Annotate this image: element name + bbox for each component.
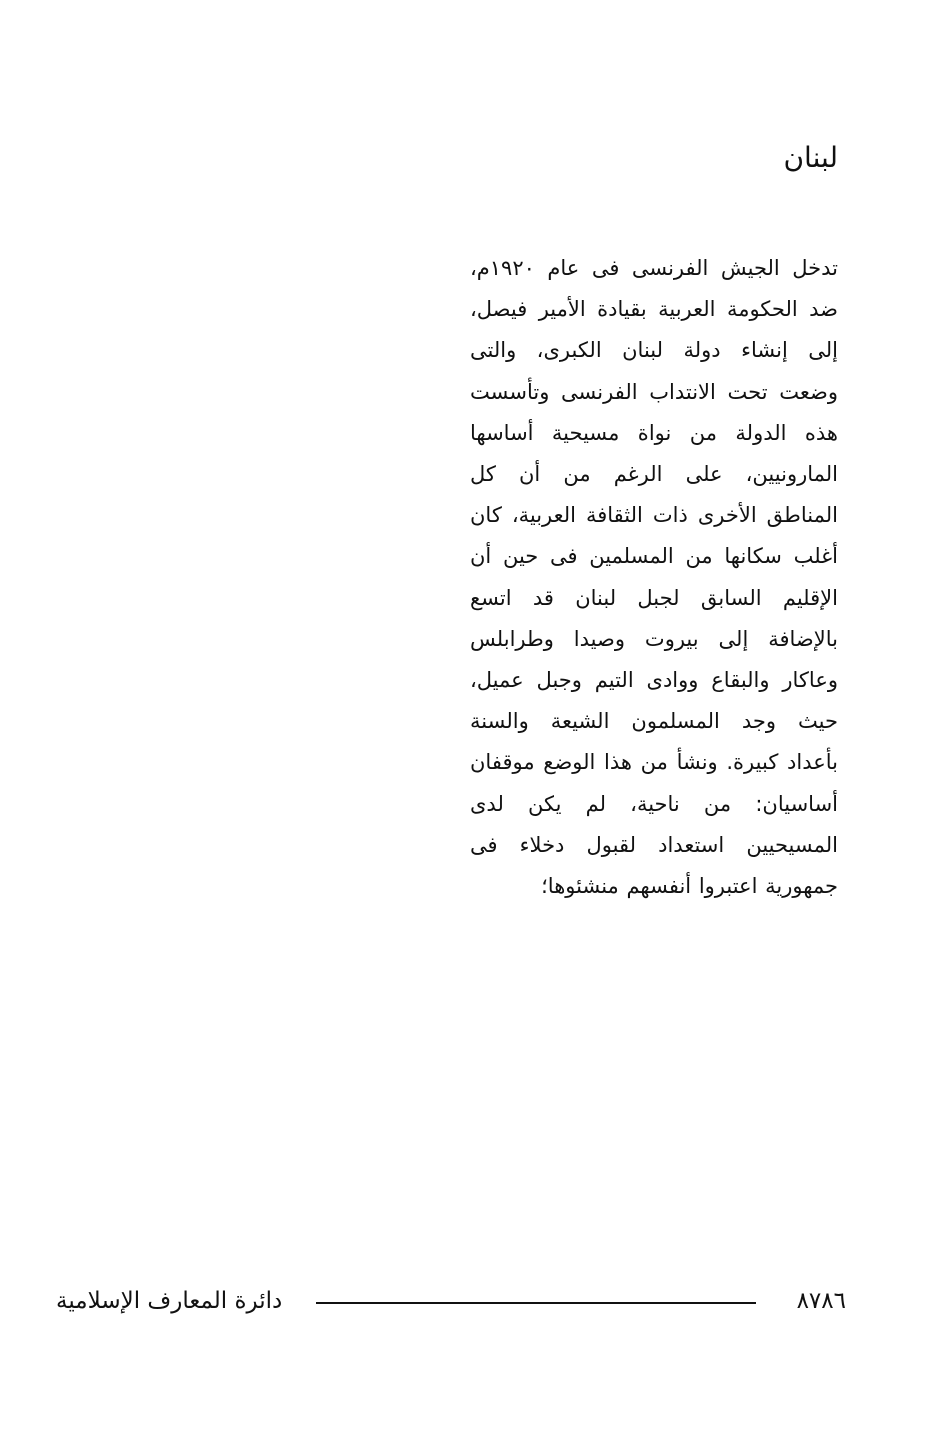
footer-publication-title: دائرة المعارف الإسلامية: [56, 1288, 283, 1314]
paragraph: تدخل الجيش الفرنسى فى عام ١٩٢٠م، ضد الحكومة العربية بقيادة الأمير فيصل، إلى إنشاء دولة لبنان الكبرى، والتى وضعت تحت الانتداب الفرنسى وتأسست هذه الدولة من نواة مسيحية أساسها المارونيين، على الرغم من أن كل المناطق الأخرى ذات الثقافة العربية، كان أغلب سكانها من المسلمين فى حين أن الإقليم السابق لجبل لبنان قد اتسع بالإضافة إلى بيروت وصيدا وطرابلس وعاكار والبقاع ووادى التيم وجبل عميل، حيث وجد المسلمون الشيعة والسنة بأعداد كبيرة. ونشأ من هذا الوضع موقفان أساسيان: من ناحية، لم يكن لدى المسيحيين استعداد لقبول دخلاء فى جمهورية اعتبروا أنفسهم منشئوها؛: [470, 256, 838, 899]
page-header: [598, 138, 838, 178]
page-footer: [56, 1283, 846, 1319]
running-head-title: لبنان: [783, 141, 838, 174]
footer-divider: [316, 1302, 756, 1304]
page-number: ٨٧٨٦: [796, 1288, 846, 1314]
text-column-right: [470, 248, 838, 907]
